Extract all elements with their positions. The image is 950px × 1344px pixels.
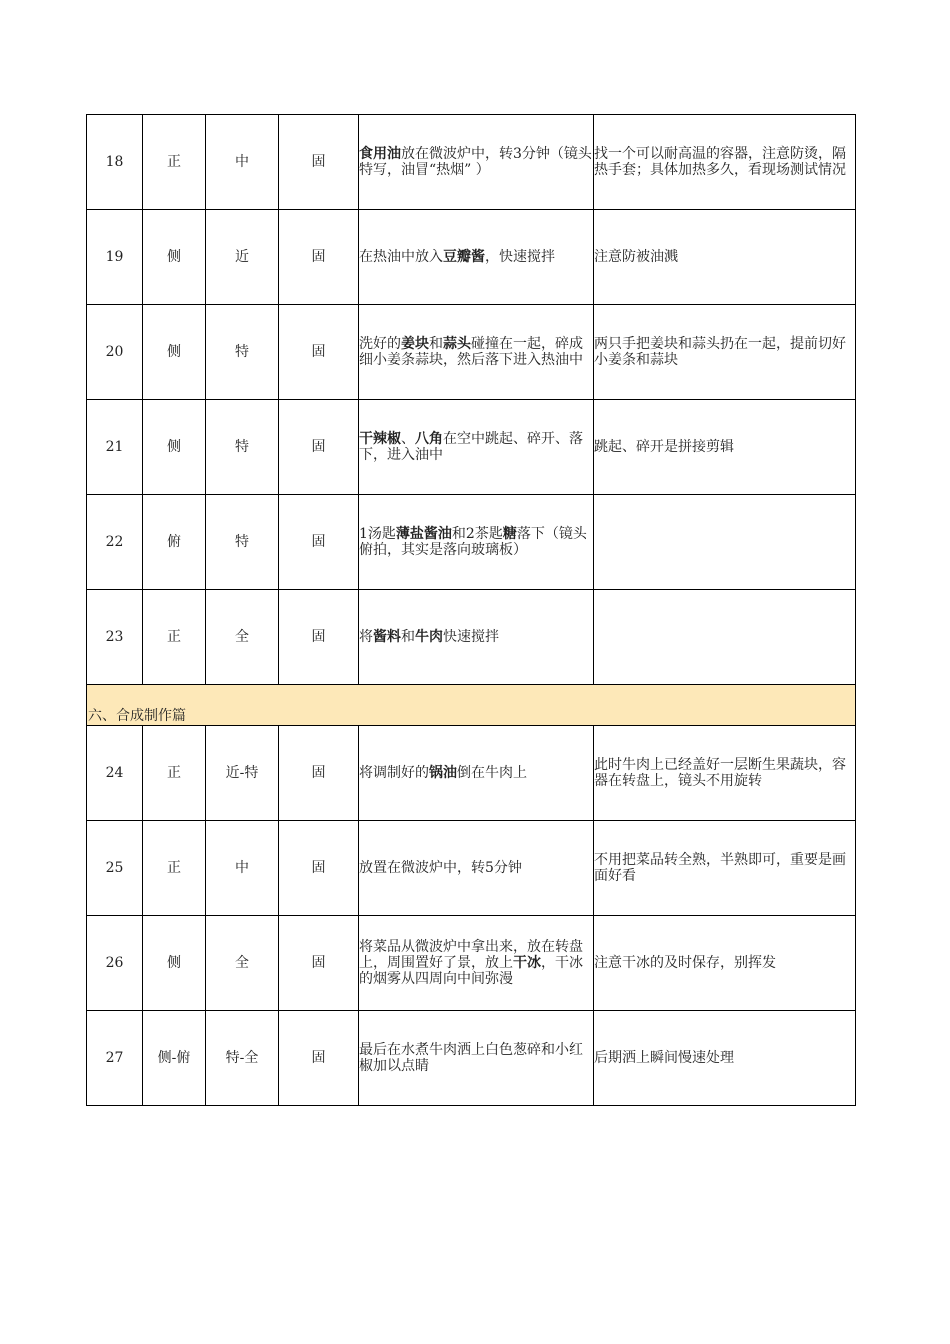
camera-angle-cell: 侧: [143, 400, 206, 495]
table-row: [87, 400, 856, 495]
shot-size-cell: 中: [206, 821, 279, 916]
storyboard-table: [86, 114, 856, 1106]
ingredient-highlight: 干辣椒: [359, 431, 401, 447]
shot-number-cell: 27: [87, 1011, 143, 1106]
note-cell: [594, 495, 856, 590]
shot-number-cell: 21: [87, 400, 143, 495]
table-body-section: [87, 685, 856, 726]
table-body-bottom: [87, 726, 856, 1106]
section-header-row: [87, 685, 856, 726]
description-cell: [359, 495, 594, 590]
ingredient-highlight: 八角: [415, 431, 443, 447]
shot-number-cell: 19: [87, 210, 143, 305]
description-cell: [359, 1011, 594, 1106]
table-row: [87, 821, 856, 916]
camera-move-cell: 固: [279, 305, 359, 400]
camera-move-cell: 固: [279, 821, 359, 916]
description-text: 放在微波炉中，转3分钟（镜头特写，油冒“热烟” ）: [359, 146, 592, 178]
camera-move-cell: 固: [279, 495, 359, 590]
description-text: 洗好的: [359, 336, 401, 352]
shot-number-cell: 22: [87, 495, 143, 590]
camera-angle-cell: 正: [143, 115, 206, 210]
note-cell: 注意防被油溅: [594, 210, 856, 305]
note-cell: 跳起、碎开是拼接剪辑: [594, 400, 856, 495]
description-text: 碰撞在一起，碎成细小姜条蒜块，然后落下进入热油中: [359, 336, 583, 368]
table-row: [87, 590, 856, 685]
ingredient-highlight: 锅油: [429, 765, 457, 781]
note-cell: 找一个可以耐高温的容器，注意防烫，隔热手套；具体加热多久，看现场测试情况: [594, 115, 856, 210]
description-text: 最后在水煮牛肉洒上白色葱碎和小红椒加以点睛: [359, 1042, 583, 1074]
description-cell: [359, 305, 594, 400]
ingredient-highlight: 豆瓣酱: [443, 249, 485, 265]
description-text: 在热油中放入: [359, 249, 443, 265]
description-text: 将菜品从微波炉中拿出来，放在转盘上，周围置好了景，放上: [359, 939, 583, 971]
description-text: 、: [401, 431, 415, 447]
camera-move-cell: 固: [279, 115, 359, 210]
note-cell: 不用把菜品转全熟，半熟即可，重要是画面好看: [594, 821, 856, 916]
description-text: 和: [401, 629, 415, 645]
ingredient-highlight: 牛肉: [415, 629, 443, 645]
shot-size-cell: 特: [206, 495, 279, 590]
camera-move-cell: 固: [279, 1011, 359, 1106]
camera-angle-cell: 侧: [143, 210, 206, 305]
ingredient-highlight: 酱料: [373, 629, 401, 645]
note-cell: 后期洒上瞬间慢速处理: [594, 1011, 856, 1106]
shot-number-cell: 25: [87, 821, 143, 916]
note-cell: 此时牛肉上已经盖好一层断生果蔬块，容器在转盘上，镜头不用旋转: [594, 726, 856, 821]
shot-size-cell: 全: [206, 916, 279, 1011]
camera-angle-cell: 正: [143, 590, 206, 685]
description-cell: [359, 916, 594, 1011]
table-body-top: [87, 115, 856, 685]
shot-size-cell: 特-全: [206, 1011, 279, 1106]
table-row: [87, 115, 856, 210]
description-text: 落下（镜头俯拍，其实是落向玻璃板）: [359, 526, 587, 558]
shot-number-cell: 20: [87, 305, 143, 400]
shot-size-cell: 中: [206, 115, 279, 210]
shot-size-cell: 近: [206, 210, 279, 305]
camera-move-cell: 固: [279, 916, 359, 1011]
table-row: [87, 1011, 856, 1106]
description-text: 放置在微波炉中，转5分钟: [359, 860, 522, 876]
shot-number-cell: 26: [87, 916, 143, 1011]
description-text: 和: [429, 336, 443, 352]
description-cell: [359, 210, 594, 305]
shot-number-cell: 23: [87, 590, 143, 685]
description-cell: [359, 726, 594, 821]
note-cell: 两只手把姜块和蒜头扔在一起，提前切好小姜条和蒜块: [594, 305, 856, 400]
camera-move-cell: 固: [279, 400, 359, 495]
shot-number-cell: 18: [87, 115, 143, 210]
camera-move-cell: 固: [279, 726, 359, 821]
table-row: [87, 210, 856, 305]
table-row: [87, 916, 856, 1011]
ingredient-highlight: 蒜头: [443, 336, 471, 352]
description-text: 将: [359, 629, 373, 645]
description-cell: [359, 115, 594, 210]
description-text: 在空中跳起、碎开、落下，进入油中: [359, 431, 583, 463]
camera-angle-cell: 正: [143, 726, 206, 821]
shot-size-cell: 全: [206, 590, 279, 685]
ingredient-highlight: 食用油: [359, 146, 401, 162]
description-text: 倒在牛肉上: [457, 765, 527, 781]
note-cell: [594, 590, 856, 685]
camera-angle-cell: 侧-俯: [143, 1011, 206, 1106]
camera-angle-cell: 正: [143, 821, 206, 916]
description-text: ，干冰的烟雾从四周向中间弥漫: [359, 955, 583, 987]
description-text: 1汤匙: [359, 526, 396, 542]
note-cell: 注意干冰的及时保存，别挥发: [594, 916, 856, 1011]
camera-move-cell: 固: [279, 210, 359, 305]
table-row: [87, 305, 856, 400]
camera-angle-cell: 侧: [143, 916, 206, 1011]
description-text: 和2茶匙: [451, 526, 503, 542]
ingredient-highlight: 姜块: [401, 336, 429, 352]
shot-size-cell: 特: [206, 305, 279, 400]
shot-size-cell: 特: [206, 400, 279, 495]
description-cell: [359, 400, 594, 495]
ingredient-highlight: 糖: [502, 526, 517, 542]
camera-angle-cell: 侧: [143, 305, 206, 400]
table-row: [87, 495, 856, 590]
description-cell: [359, 590, 594, 685]
description-text: ，快速搅拌: [485, 249, 555, 265]
description-text: 快速搅拌: [443, 629, 499, 645]
table-row: [87, 726, 856, 821]
camera-move-cell: 固: [279, 590, 359, 685]
ingredient-highlight: 薄盐酱油: [395, 526, 452, 542]
shot-number-cell: 24: [87, 726, 143, 821]
section-title: 六、合成制作篇: [87, 685, 856, 726]
shot-size-cell: 近-特: [206, 726, 279, 821]
description-cell: [359, 821, 594, 916]
ingredient-highlight: 干冰: [513, 955, 541, 971]
camera-angle-cell: 俯: [143, 495, 206, 590]
description-text: 将调制好的: [359, 765, 429, 781]
